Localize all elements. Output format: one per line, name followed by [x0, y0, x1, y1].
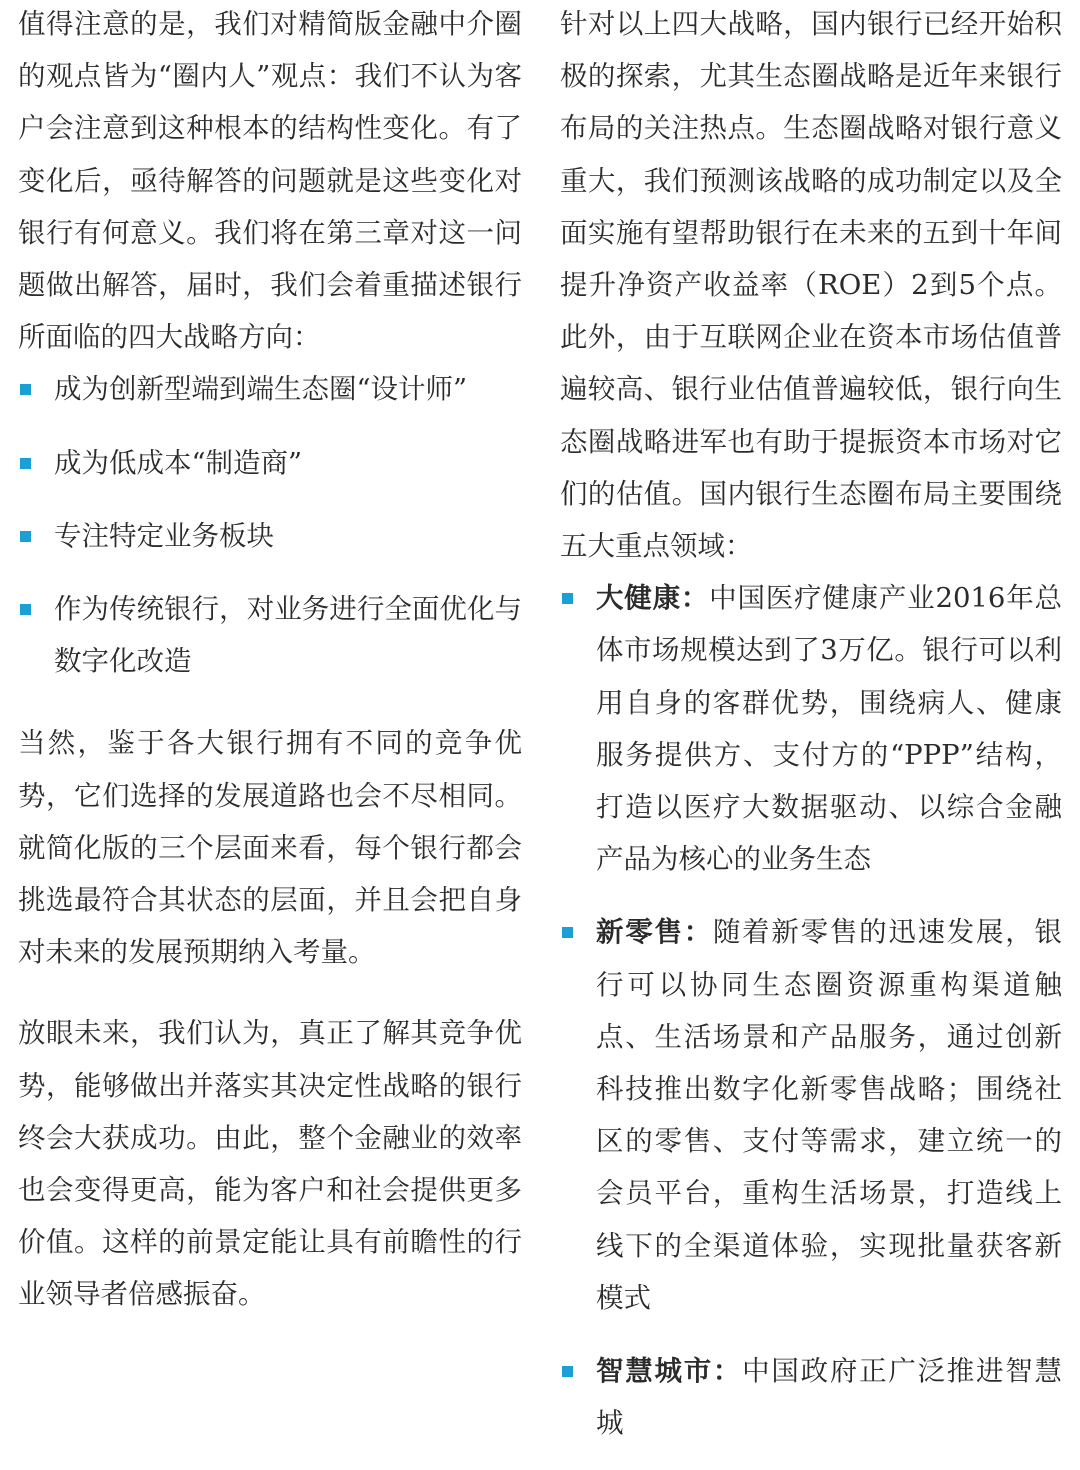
list-item [18, 363, 522, 415]
left-paragraph-3: 放眼未来，我们认为，真正了解其竞争优势，能够做出并落实其决定性战略的银行终会大获成功。由此，整个金融业的效率也会变得更高，能为客户和社会提供更多价值。这样的前景定能让具有前瞻性的行业领导者倍感振奋。 [18, 1017, 522, 1311]
bullet-text: 专注特定业务板块 [54, 519, 274, 552]
left-intro-paragraph: 值得注意的是，我们对精简版金融中介圈的观点皆为“圈内人”观点：我们不认为客户会注意到这种根本的结构性变化。有了变化后，亟待解答的问题就是这些变化对银行有何意义。我们将在第三章对这一问题做出解答，届时，我们会着重描述银行所面临的四大战略方向： [18, 8, 522, 354]
bullet-term: 大健康： [596, 582, 710, 615]
left-paragraph-2: 当然，鉴于各大银行拥有不同的竞争优势，它们选择的发展道路也会不尽相同。就简化版的三个层面来看，每个银行都会挑选最符合其状态的层面，并且会把自身对未来的发展预期纳入考量。 [18, 727, 522, 969]
square-bullet-icon [20, 384, 31, 395]
bullet-term: 新零售： [596, 916, 713, 949]
bullet-text: 成为低成本“制造商” [54, 446, 303, 479]
list-item [18, 583, 522, 687]
square-bullet-icon [562, 593, 573, 604]
list-item [18, 510, 522, 562]
square-bullet-icon [562, 927, 573, 938]
bullet-text: 中国政府正广泛推进智慧城 [596, 1355, 1063, 1440]
bullet-text: 成为创新型端到端生态圈“设计师” [54, 373, 468, 406]
focus-area-bullet-list [560, 572, 1062, 1449]
right-column [560, 0, 1062, 1470]
strategy-bullet-list [18, 363, 522, 687]
square-bullet-icon [562, 1366, 573, 1377]
bullet-term: 智慧城市： [596, 1355, 743, 1388]
list-item [560, 572, 1062, 885]
bullet-text: 作为传统银行，对业务进行全面优化与数字化改造 [54, 593, 522, 678]
square-bullet-icon [20, 604, 31, 615]
list-item [18, 437, 522, 489]
list-item [560, 1345, 1062, 1449]
bullet-text: 中国医疗健康产业2016年总体市场规模达到了3万亿。银行可以利用自身的客群优势，围绕病人、健康服务提供方、支付方的“PPP”结构，打造以医疗大数据驱动、以综合金融产品为核心的业务生态 [596, 582, 1062, 876]
bullet-text: 随着新零售的迅速发展，银行可以协同生态圈资源重构渠道触点、生活场景和产品服务，通过创新科技推出数字化新零售战略；围绕社区的零售、支付等需求，建立统一的会员平台，重构生活场景，打造线上线下的全渠道体验，实现批量获客新模式 [596, 916, 1063, 1314]
left-column [18, 0, 522, 1321]
right-intro-paragraph: 针对以上四大战略，国内银行已经开始积极的探索，尤其生态圈战略是近年来银行布局的关注热点。生态圈战略对银行意义重大，我们预测该战略的成功制定以及全面实施有望帮助银行在未来的五到十年间提升净资产收益率（ROE）2到5个点。此外，由于互联网企业在资本市场估值普遍较高、银行业估值普遍较低，银行向生态圈战略进军也有助于提振资本市场对它们的估值。国内银行生态圈布局主要围绕五大重点领域： [560, 8, 1062, 563]
square-bullet-icon [20, 458, 31, 469]
list-item [560, 906, 1062, 1324]
square-bullet-icon [20, 531, 31, 542]
